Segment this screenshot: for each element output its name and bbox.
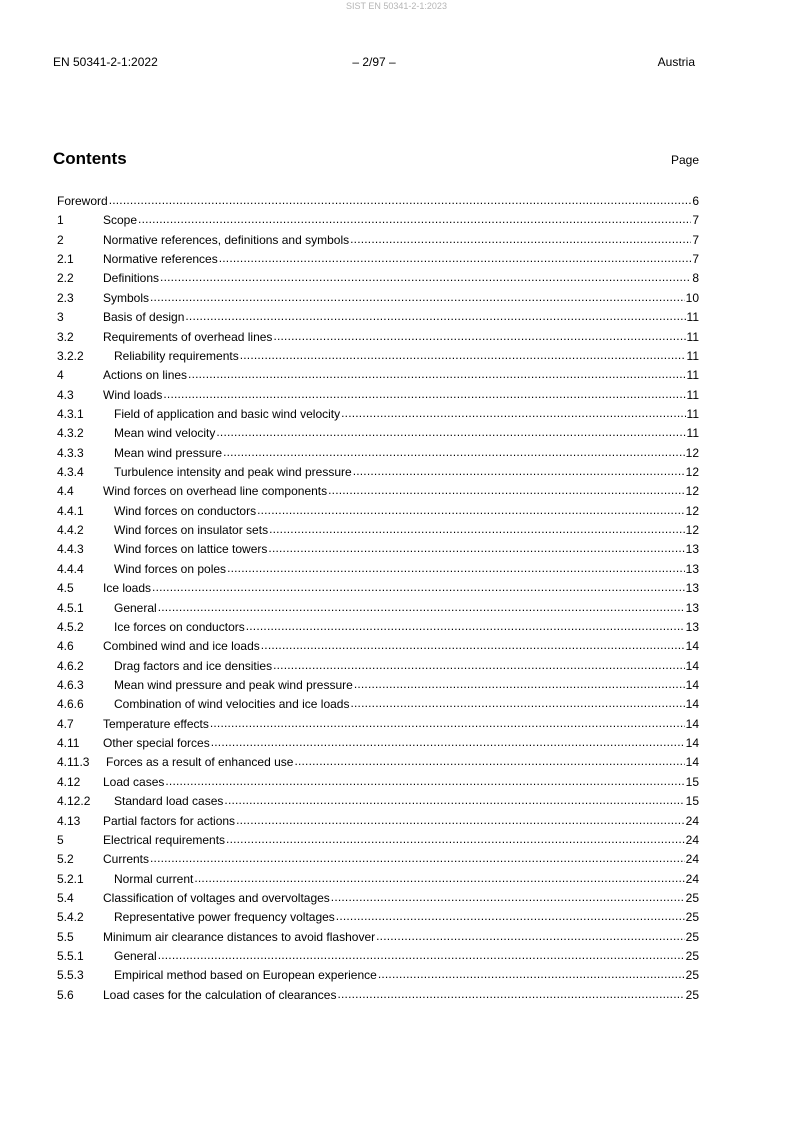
toc-entry-title: Ice loads: [103, 581, 152, 596]
toc-entry-number: 4.12.2: [57, 794, 91, 809]
toc-entry-page: 15: [685, 794, 699, 809]
toc-entry-page: 12: [685, 465, 699, 480]
toc-entry[interactable]: [57, 211, 699, 230]
toc-entry-number: 5.4: [57, 890, 74, 905]
toc-entry-number: 4.3.4: [57, 465, 84, 480]
toc-entry[interactable]: [57, 986, 699, 1005]
toc-entry-number: 5.2.1: [57, 871, 84, 886]
toc-entry[interactable]: [57, 715, 699, 734]
toc-entry[interactable]: [57, 308, 699, 327]
toc-entry[interactable]: [57, 618, 699, 637]
toc-entry-title: Minimum air clearance distances to avoid flashover: [103, 929, 376, 944]
toc-dot-leader: [138, 210, 691, 229]
toc-entry-number: 2.3: [57, 290, 74, 305]
toc-dot-leader: [273, 656, 685, 675]
toc-dot-leader: [350, 230, 691, 249]
toc-entry-page: 25: [685, 949, 699, 964]
toc-entry[interactable]: [57, 269, 699, 288]
toc-entry[interactable]: [57, 521, 699, 540]
toc-dot-leader: [216, 423, 685, 442]
country-label: Austria: [657, 55, 695, 69]
toc-dot-leader: [194, 869, 684, 888]
watermark: SIST EN 50341-2-1:2023: [346, 1, 447, 11]
page-number: – 2/97 –: [352, 55, 396, 69]
toc-dot-leader: [331, 888, 685, 907]
toc-entry-page: 11: [686, 368, 699, 383]
toc-entry[interactable]: [57, 889, 699, 908]
toc-entry-title: Partial factors for actions: [103, 813, 236, 828]
toc-entry-title: Field of application and basic wind velocity: [114, 406, 341, 421]
toc-entry[interactable]: [57, 928, 699, 947]
toc-dot-leader: [158, 946, 685, 965]
toc-entry-page: 11: [686, 310, 699, 325]
toc-entry-number: 5.6: [57, 987, 74, 1002]
toc-entry-title: Mean wind pressure and peak wind pressure: [114, 677, 353, 692]
toc-entry[interactable]: [57, 482, 699, 501]
toc-dot-leader: [337, 985, 684, 1004]
toc-entry-title: Mean wind velocity: [114, 426, 216, 441]
toc-entry-page: 14: [685, 716, 699, 731]
toc-entry-number: 3.2.2: [57, 348, 84, 363]
toc-entry-page: 12: [685, 484, 699, 499]
toc-entry-number: 4.4: [57, 484, 74, 499]
toc-entry-page: 11: [686, 348, 699, 363]
toc-entry-title: Other special forces: [103, 736, 210, 751]
toc-entry-page: 13: [685, 619, 699, 634]
toc-entry-page: 25: [685, 929, 699, 944]
toc-entry-number: 4.4.3: [57, 542, 84, 557]
toc-entry[interactable]: [57, 366, 699, 385]
toc-entry-page: 24: [685, 852, 699, 867]
toc-entry[interactable]: [57, 792, 699, 811]
toc-entry-page: 14: [685, 639, 699, 654]
toc-dot-leader: [223, 443, 685, 462]
toc-dot-leader: [210, 714, 685, 733]
toc-dot-leader: [269, 520, 685, 539]
toc-dot-leader: [376, 927, 685, 946]
toc-entry-page: 12: [685, 445, 699, 460]
toc-entry-number: 5.2: [57, 852, 74, 867]
toc-entry-title: Classification of voltages and overvoltages: [103, 890, 330, 905]
toc-entry-number: 4: [57, 368, 64, 383]
toc-dot-leader: [219, 249, 692, 268]
toc-entry-title: Requirements of overhead lines: [103, 329, 273, 344]
toc-dot-leader: [163, 385, 685, 404]
toc-dot-leader: [224, 791, 684, 810]
toc-entry[interactable]: [57, 405, 699, 424]
toc-entry[interactable]: [57, 637, 699, 656]
toc-entry-page: 11: [686, 387, 699, 402]
toc-entry[interactable]: [57, 657, 699, 676]
toc-entry-title: Turbulence intensity and peak wind pressure: [114, 465, 352, 480]
toc-entry-title: Ice forces on conductors: [114, 619, 245, 634]
toc-dot-leader: [246, 617, 685, 636]
toc-entry-title: Actions on lines: [103, 368, 188, 383]
toc-dot-leader: [109, 191, 692, 210]
toc-entry-title: Normative references: [103, 252, 218, 267]
toc-entry[interactable]: [57, 947, 699, 966]
toc-entry-number: 4.12: [57, 774, 81, 789]
toc-entry-title: Normal current: [114, 871, 194, 886]
toc-entry[interactable]: [57, 812, 699, 831]
toc-entry-page: 14: [685, 697, 699, 712]
toc-entry-title: Electrical requirements: [103, 832, 226, 847]
page-title: Contents: [53, 149, 127, 168]
toc-entry-number: 4.3: [57, 387, 74, 402]
toc-entry-number: 4.5.2: [57, 619, 84, 634]
toc-entry-number: 5: [57, 832, 64, 847]
toc-entry-number: 2.1: [57, 252, 74, 267]
toc-entry-page: 24: [685, 813, 699, 828]
toc-entry[interactable]: [57, 463, 699, 482]
toc-entry[interactable]: [57, 753, 699, 772]
toc-dot-leader: [341, 404, 685, 423]
toc-entry-number: 4.6.6: [57, 697, 84, 712]
toc-entry[interactable]: [57, 579, 699, 598]
toc-entry-page: 11: [686, 329, 699, 344]
toc-entry-number: 4.13: [57, 813, 81, 828]
toc-dot-leader: [350, 694, 684, 713]
toc-dot-leader: [165, 772, 684, 791]
toc-dot-leader: [268, 539, 684, 558]
toc-entry-title: Load cases for the calculation of clearances: [103, 987, 337, 1002]
toc-dot-leader: [226, 830, 685, 849]
toc-entry-title: Drag factors and ice densities: [114, 658, 273, 673]
toc-entry-number: 4.7: [57, 716, 74, 731]
toc-entry-page: 13: [685, 581, 699, 596]
toc-entry-title: Wind forces on lattice towers: [114, 542, 268, 557]
toc-entry-title: Empirical method based on European experience: [114, 968, 377, 983]
table-of-contents: [57, 192, 699, 1005]
toc-entry-title: Combined wind and ice loads: [103, 639, 260, 654]
toc-entry-title: Wind forces on insulator sets: [114, 523, 269, 538]
toc-entry-number: 5.5.1: [57, 949, 84, 964]
toc-dot-leader: [257, 501, 685, 520]
toc-dot-leader: [188, 365, 685, 384]
toc-entry-title: Definitions: [103, 271, 160, 286]
page-column-label: Page: [670, 153, 699, 167]
toc-entry[interactable]: [57, 328, 699, 347]
toc-dot-leader: [336, 907, 685, 926]
toc-entry-page: 14: [685, 755, 699, 770]
document-number: EN 50341-2-1:2022: [53, 55, 158, 69]
toc-dot-leader: [273, 327, 685, 346]
toc-entry-title: General: [114, 600, 157, 615]
toc-entry-number: 4.4.2: [57, 523, 84, 538]
toc-entry-page: 11: [686, 426, 699, 441]
toc-dot-leader: [378, 965, 685, 984]
toc-entry-title: General: [114, 949, 157, 964]
toc-entry-page: 13: [685, 542, 699, 557]
toc-dot-leader: [261, 636, 685, 655]
toc-entry-page: 24: [685, 832, 699, 847]
toc-entry-page: 25: [685, 910, 699, 925]
toc-entry-page: 25: [685, 987, 699, 1002]
toc-entry-page: 14: [685, 677, 699, 692]
toc-entry[interactable]: [57, 870, 699, 889]
toc-entry-number: 4.5: [57, 581, 74, 596]
toc-entry-title: Wind forces on overhead line components: [103, 484, 328, 499]
toc-entry-page: 7: [692, 232, 699, 247]
toc-dot-leader: [158, 598, 685, 617]
toc-dot-leader: [240, 346, 686, 365]
toc-entry-page: 11: [686, 406, 699, 421]
toc-entry-title: Mean wind pressure: [114, 445, 223, 460]
toc-entry-title: Wind loads: [103, 387, 163, 402]
toc-entry[interactable]: [57, 540, 699, 559]
toc-entry-page: 13: [685, 600, 699, 615]
toc-entry-page: 12: [685, 503, 699, 518]
toc-entry-title: Currents: [103, 852, 150, 867]
toc-entry-page: 13: [685, 561, 699, 576]
toc-entry-number: 4.11.3: [57, 755, 90, 770]
toc-entry[interactable]: [57, 250, 699, 269]
toc-entry[interactable]: [57, 734, 699, 753]
toc-entry[interactable]: [57, 289, 699, 308]
toc-entry-page: 15: [685, 774, 699, 789]
toc-entry-number: 5.5: [57, 929, 74, 944]
toc-entry-page: 25: [685, 890, 699, 905]
toc-entry-title: Forces as a result of enhanced use: [106, 755, 294, 770]
toc-entry[interactable]: [57, 560, 699, 579]
toc-entry-number: 4.3.2: [57, 426, 84, 441]
toc-entry-title: Reliability requirements: [114, 348, 239, 363]
toc-entry-page: 25: [685, 968, 699, 983]
toc-entry-page: 12: [685, 523, 699, 538]
toc-entry-page: 24: [685, 871, 699, 886]
toc-entry-number: 4.6.3: [57, 677, 84, 692]
toc-entry-title: Foreword: [57, 194, 108, 208]
toc-entry-number: 4.6: [57, 639, 74, 654]
toc-entry-number: 4.3.1: [57, 406, 84, 421]
toc-entry-number: 2: [57, 232, 64, 247]
toc-entry[interactable]: [57, 347, 699, 366]
toc-entry[interactable]: [57, 773, 699, 792]
toc-dot-leader: [227, 559, 685, 578]
toc-entry-page: 7: [692, 252, 699, 267]
toc-entry-number: 4.6.2: [57, 658, 84, 673]
toc-entry-page: 14: [685, 736, 699, 751]
toc-entry-number: 4.3.3: [57, 445, 84, 460]
page-header: [53, 55, 695, 69]
toc-dot-leader: [150, 849, 685, 868]
toc-entry-page: 14: [685, 658, 699, 673]
toc-entry-number: 4.5.1: [57, 600, 84, 615]
toc-dot-leader: [152, 578, 685, 597]
toc-entry-title: Standard load cases: [114, 794, 224, 809]
toc-dot-leader: [294, 752, 684, 771]
toc-entry-title: Combination of wind velocities and ice loads: [114, 697, 350, 712]
toc-entry-number: 4.4.4: [57, 561, 84, 576]
toc-entry-title: Basis of design: [103, 310, 185, 325]
toc-entry-number: 3: [57, 310, 64, 325]
toc-entry[interactable]: [57, 908, 699, 927]
toc-entry-page: 6: [692, 194, 699, 208]
toc-entry[interactable]: [57, 424, 699, 443]
toc-entry[interactable]: [57, 231, 699, 250]
toc-entry-number: 5.5.3: [57, 968, 84, 983]
toc-entry[interactable]: [57, 192, 699, 211]
toc-dot-leader: [185, 307, 685, 326]
toc-entry-title: Representative power frequency voltages: [114, 910, 335, 925]
toc-entry[interactable]: [57, 831, 699, 850]
toc-entry[interactable]: [57, 502, 699, 521]
toc-entry-title: Scope: [103, 213, 138, 228]
toc-entry-number: 4.4.1: [57, 503, 84, 518]
toc-entry-number: 1: [57, 213, 64, 228]
toc-entry-page: 8: [692, 271, 699, 286]
toc-entry-number: 2.2: [57, 271, 74, 286]
toc-entry-number: 3.2: [57, 329, 74, 344]
toc-entry-title: Wind forces on poles: [114, 561, 227, 576]
toc-entry-title: Wind forces on conductors: [114, 503, 257, 518]
toc-dot-leader: [150, 288, 685, 307]
toc-entry[interactable]: [57, 444, 699, 463]
toc-entry-title: Load cases: [103, 774, 165, 789]
toc-dot-leader: [236, 811, 685, 830]
toc-entry-number: 5.4.2: [57, 910, 84, 925]
toc-dot-leader: [160, 268, 691, 287]
toc-dot-leader: [353, 462, 685, 481]
toc-entry-title: Temperature effects: [103, 716, 209, 731]
toc-entry-title: Symbols: [103, 290, 150, 305]
toc-entry-number: 4.11: [57, 736, 80, 751]
toc-entry-page: 10: [685, 290, 699, 305]
toc-entry[interactable]: [57, 850, 699, 869]
toc-entry[interactable]: [57, 966, 699, 985]
toc-entry-title: Normative references, definitions and symbols: [103, 232, 350, 247]
toc-entry[interactable]: [57, 676, 699, 695]
toc-dot-leader: [354, 675, 685, 694]
toc-entry[interactable]: [57, 386, 699, 405]
toc-entry[interactable]: [57, 695, 699, 714]
toc-entry-page: 7: [692, 213, 699, 228]
toc-dot-leader: [211, 733, 685, 752]
toc-entry[interactable]: [57, 599, 699, 618]
toc-dot-leader: [328, 481, 685, 500]
